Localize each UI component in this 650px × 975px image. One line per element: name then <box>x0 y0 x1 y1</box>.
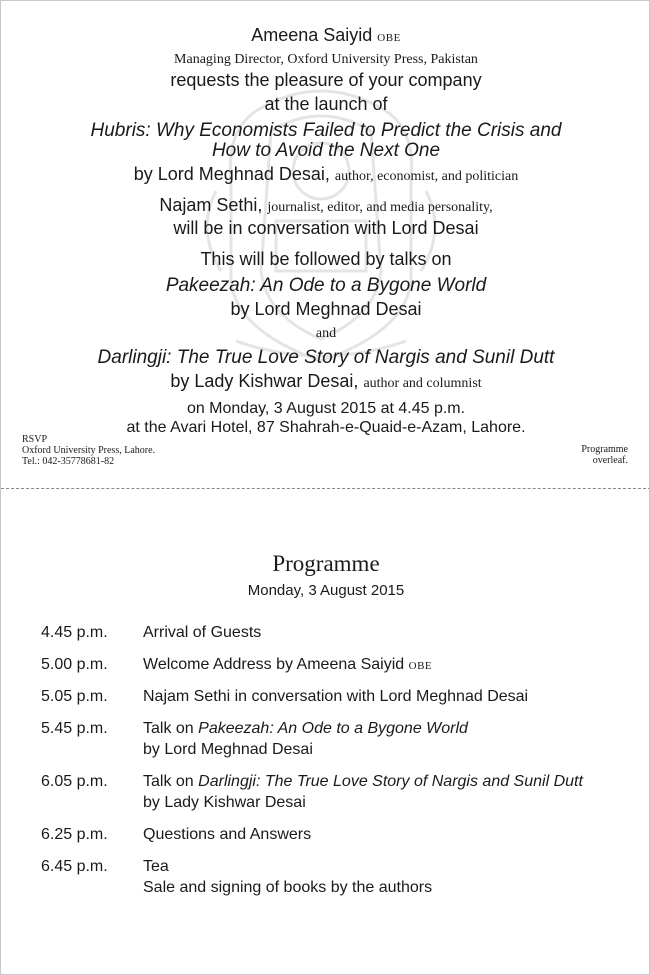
programme-item-text: Welcome Address by Ameena Saiyid <box>143 656 405 673</box>
programme-time: 6.45 p.m. <box>41 858 108 875</box>
programme-item <box>143 856 432 898</box>
guest-desc: journalist, editor, and media personality, <box>267 200 493 215</box>
programme-item <box>143 654 432 677</box>
programme-time: 6.25 p.m. <box>41 826 108 843</box>
programme-item-book-title: Darlingji: The True Love Story of Nargis and Sunil Dutt <box>198 773 583 790</box>
book1-title-line2: How to Avoid the Next One <box>211 140 441 161</box>
programme-time: 5.00 p.m. <box>41 656 108 673</box>
programme-item: Arrival of Guests <box>143 624 262 641</box>
programme-time: 4.45 p.m. <box>41 624 108 641</box>
programme-time: 5.05 p.m. <box>41 688 108 705</box>
rsvp-label: RSVP <box>22 434 48 445</box>
overleaf-note <box>581 444 628 466</box>
book1-title-line1: Hubris: Why Economists Failed to Predict the Crisis and <box>90 120 562 141</box>
date-line: on Monday, 3 August 2015 at 4.45 p.m. <box>186 400 466 417</box>
programme-item: Najam Sethi in conversation with Lord Meghnad Desai <box>143 688 529 705</box>
rsvp-org: Oxford University Press, Lahore. <box>22 445 156 456</box>
guest-name: Najam Sethi, <box>159 195 263 215</box>
programme-title: Programme <box>272 551 380 576</box>
guest-line <box>1 195 650 216</box>
book1-author-desc: author, economist, and politician <box>334 169 519 184</box>
book2-author: by Lord Meghnad Desai <box>230 299 422 319</box>
host-honour: OBE <box>377 32 401 44</box>
requests-line: requests the pleasure of your company <box>170 70 482 90</box>
overleaf-line1: Programme <box>581 444 628 455</box>
programme-item-prefix: Talk on <box>143 773 194 790</box>
programme-item-line2: Sale and signing of books by the authors <box>143 879 433 896</box>
perforation-divider <box>1 488 650 489</box>
book3-author-line <box>1 371 650 392</box>
book1-author-line <box>1 164 650 185</box>
programme-item <box>143 771 583 813</box>
rsvp-tel: Tel.: 042-35778681-82 <box>22 456 115 467</box>
book3-author-desc: author and columnist <box>363 376 482 391</box>
and-line: and <box>315 326 337 341</box>
overleaf-line2: overleaf. <box>592 455 628 466</box>
programme-honour: OBE <box>408 660 433 672</box>
programme-item <box>143 718 468 760</box>
programme-item-line2: by Lord Meghnad Desai <box>143 741 313 758</box>
launch-line: at the launch of <box>264 94 388 114</box>
book1-by: by Lord Meghnad Desai, <box>133 164 330 184</box>
programme-item: Questions and Answers <box>143 826 312 843</box>
programme-time: 5.45 p.m. <box>41 720 108 737</box>
rsvp-block <box>22 434 155 467</box>
venue-line: at the Avari Hotel, 87 Shahrah-e-Quaid-e-Azam, Lahore. <box>126 419 526 436</box>
followed-line: This will be followed by talks on <box>200 249 452 269</box>
host-name: Ameena Saiyid <box>251 25 373 45</box>
host-title: Managing Director, Oxford University Press, Pakistan <box>174 52 478 67</box>
book3-by: by Lady Kishwar Desai, <box>170 371 359 391</box>
programme-time: 6.05 p.m. <box>41 773 108 790</box>
host-line <box>1 25 650 46</box>
book2-title: Pakeezah: An Ode to a Bygone World <box>165 275 487 296</box>
programme-item-line2: by Lady Kishwar Desai <box>143 794 306 811</box>
programme-item-text: Tea <box>143 858 169 875</box>
book3-title: Darlingji: The True Love Story of Nargis and Sunil Dutt <box>97 347 555 368</box>
programme-item-prefix: Talk on <box>143 720 194 737</box>
guest-line2: will be in conversation with Lord Desai <box>173 218 479 238</box>
programme-item-book-title: Pakeezah: An Ode to a Bygone World <box>198 720 468 737</box>
programme-date: Monday, 3 August 2015 <box>247 582 405 599</box>
